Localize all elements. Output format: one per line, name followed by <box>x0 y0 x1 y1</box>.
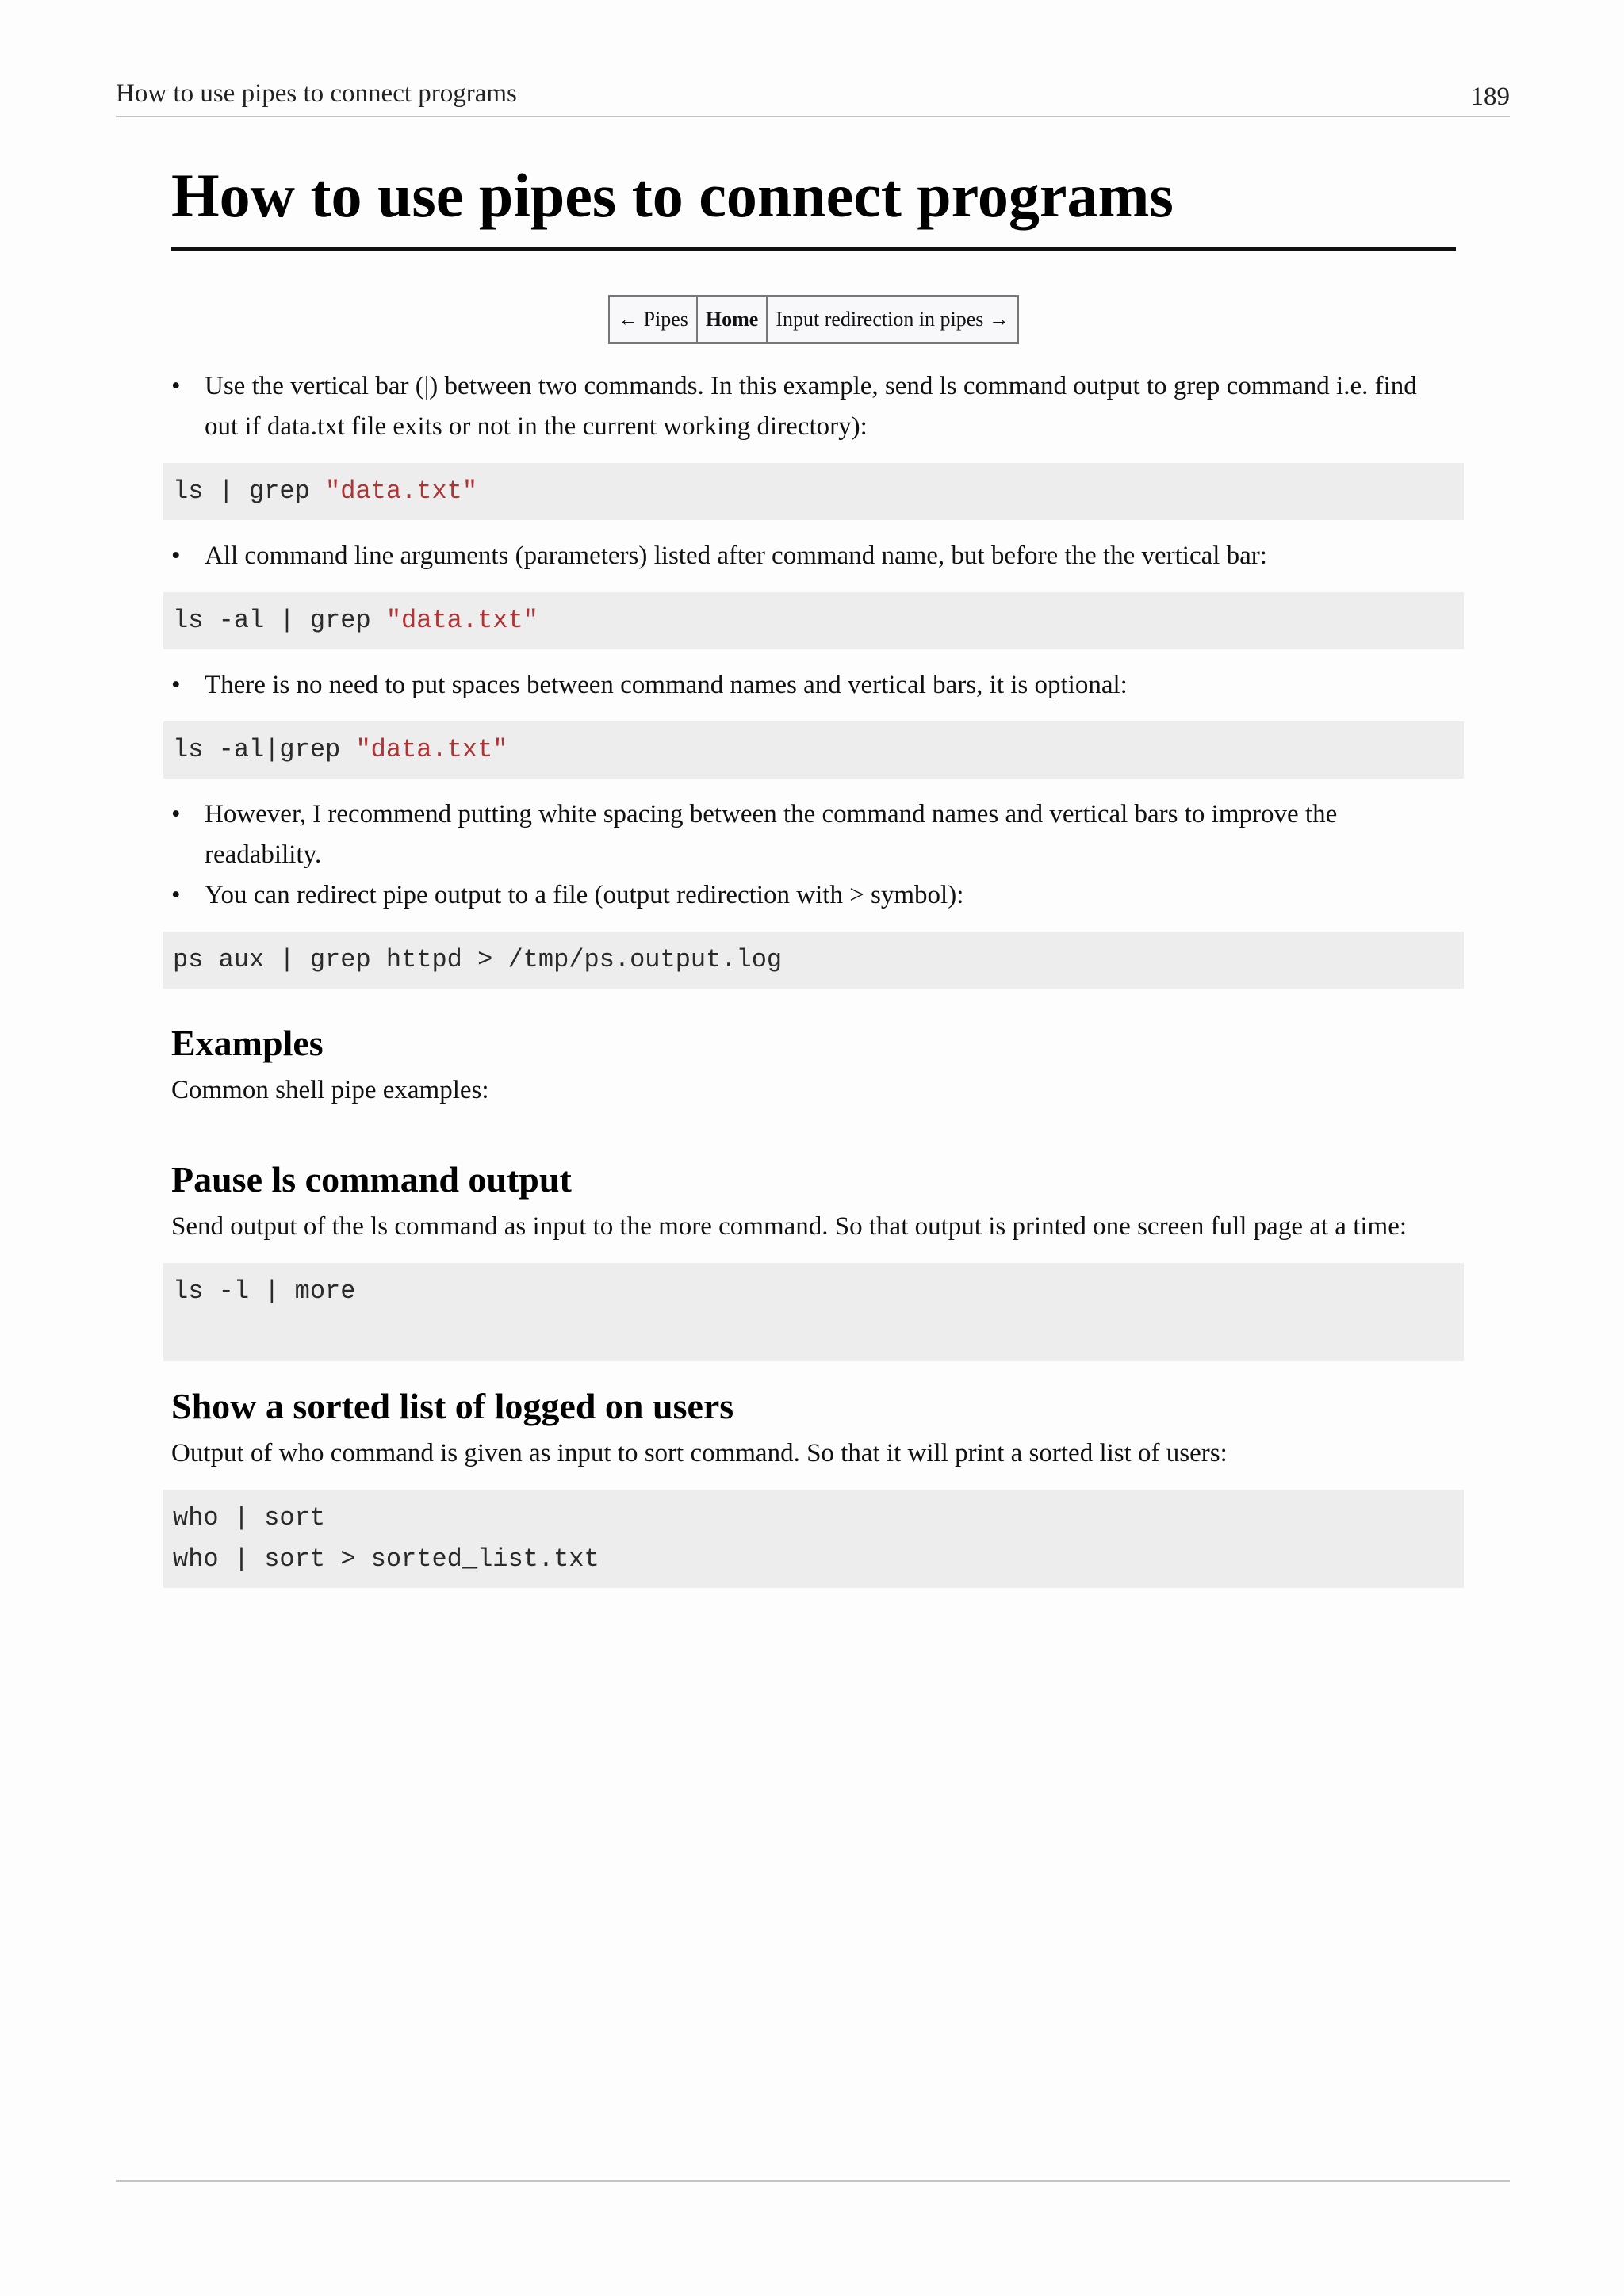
code-command: ls | grep <box>173 476 326 506</box>
list-item: • All command line arguments (parameters) listed after command name, but before the the vertical bar: <box>171 536 1456 576</box>
list-item: • You can redirect pipe output to a file (output redirection with > symbol): <box>171 875 1456 916</box>
footer-rule <box>116 2180 1510 2182</box>
section-heading-examples: Examples <box>171 1022 324 1063</box>
running-title: How to use pipes to connect programs <box>116 79 517 108</box>
nav-home-link[interactable]: Home <box>697 296 767 343</box>
nav-prev-link[interactable]: ← Pipes <box>609 296 697 343</box>
code-string: "data.txt" <box>325 476 478 506</box>
list-item: • Use the vertical bar (|) between two commands. In this example, send ls command output to grep command i.e. find out if data.txt file exits or not in the current working directory): <box>171 366 1456 447</box>
code-string: "data.txt" <box>355 734 508 764</box>
code-block <box>163 463 1464 520</box>
code-block <box>163 721 1464 779</box>
code-block: ps aux | grep httpd > /tmp/ps.output.log <box>163 932 1464 989</box>
running-header <box>116 79 1510 117</box>
article-content <box>171 159 1456 1604</box>
bullet-list <box>171 794 1456 916</box>
paragraph: Send output of the ls command as input to the more command. So that output is printed one screen full page at a time: <box>171 1211 1408 1241</box>
code-command: ls -al|grep <box>173 734 356 764</box>
bullet-list <box>171 366 1456 447</box>
code-block: ls -l | more <box>163 1263 1464 1361</box>
nav-table <box>608 295 1019 344</box>
page-title: How to use pipes to connect programs <box>171 159 1456 251</box>
code-command: ls -al | grep <box>173 605 386 635</box>
subsection-heading-pause: Pause ls command output <box>171 1158 572 1200</box>
bullet-list <box>171 665 1456 706</box>
subsection-heading-sorted: Show a sorted list of logged on users <box>171 1385 734 1426</box>
list-item: • There is no need to put spaces between command names and vertical bars, it is optional: <box>171 665 1456 706</box>
navigation-bar <box>171 295 1456 344</box>
page-number: 189 <box>1470 82 1510 111</box>
code-line: who | sort <box>173 1502 326 1533</box>
code-block <box>163 1490 1464 1588</box>
bullet-list <box>171 536 1456 576</box>
code-line: who | sort > sorted_list.txt <box>173 1544 599 1574</box>
paragraph: Common shell pipe examples: <box>171 1075 489 1104</box>
code-block <box>163 592 1464 649</box>
paragraph: Output of who command is given as input to sort command. So that it will print a sorted list of users: <box>171 1438 1228 1468</box>
nav-next-link[interactable]: Input redirection in pipes → <box>767 296 1018 343</box>
list-item: • However, I recommend putting white spacing between the command names and vertical bars to improve the readability. <box>171 794 1456 875</box>
code-string: "data.txt" <box>385 605 538 635</box>
